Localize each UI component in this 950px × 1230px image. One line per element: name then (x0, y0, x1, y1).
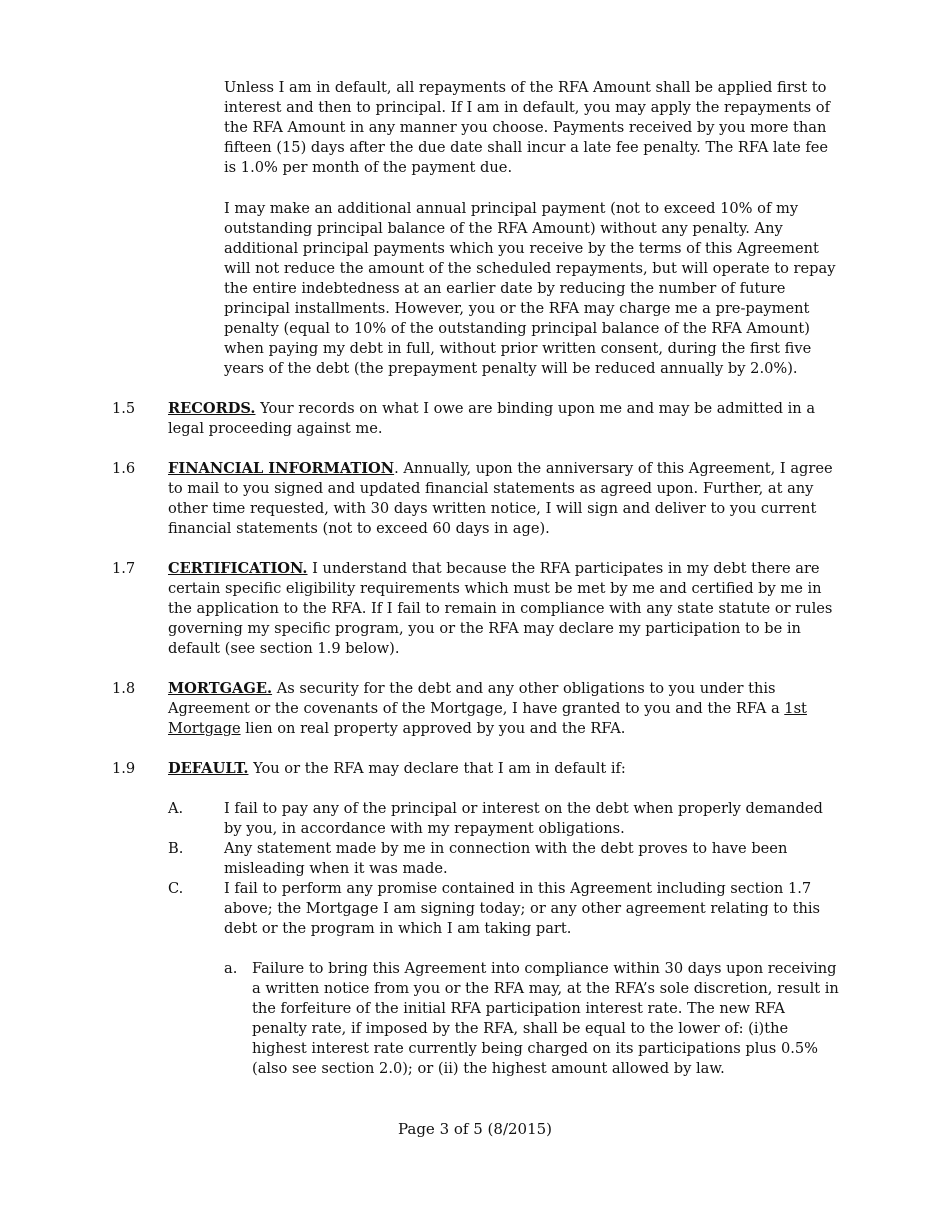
list-item-letter-c: C. (168, 880, 184, 897)
section-1-8-text-end: lien on real property approved by you and the RFA. (240, 720, 626, 737)
section-1-5-records (168, 399, 844, 439)
list-item-c: I fail to perform any promise contained in this Agreement including section 1.7 above; the Mortgage I am signing today; or any other agreement relating to this debt or the program in which I am taking part. (224, 880, 821, 937)
section-1-6-financial-information (168, 459, 844, 539)
section-number-1-6: 1.6 (112, 460, 136, 477)
list-item-letter-b: B. (168, 840, 184, 857)
section-1-7-certification (168, 559, 844, 659)
sub-item-a: Failure to bring this Agreement into compliance within 30 days upon receiving a written notice from you or the RFA may, at the RFA’s sole discretion, result in the forfeiture of the initial RFA participation interest rate. The new RFA penalty rate, if imposed by the RFA, shall be equal to the lower of: (i)the highest interest rate currently being charged on its participations plus 0.5% (also see section 2.0); or (ii) the highest amount allowed by law. (252, 960, 839, 1077)
list-item-letter-a: A. (168, 800, 184, 817)
sub-item-letter-a: a. (224, 960, 238, 977)
list-item-b: Any statement made by me in connection with the debt proves to have been misleading when it was made. (224, 840, 788, 877)
section-1-7-text: I understand that because the RFA participates in my debt there are certain specific eligibility requirements which must be met by me and certified by me in the application to the RFA. If I fail to remain in compliance with any state statute or rules governing my specific program, you or the RFA may declare my participation to be in default (see section 1.9 below). (168, 560, 833, 657)
section-1-8-text: As security for the debt and any other obligations to you under this Agreement or the covenants of the Mortgage, I have granted to you and the RFA a (168, 680, 785, 717)
first-mortgage-underlined: 1st Mortgage (168, 700, 807, 737)
section-title-certification: CERTIFICATION. (168, 560, 308, 577)
list-item-a: I fail to pay any of the principal or interest on the debt when properly demanded by you, in accordance with my repayment obligations. (224, 800, 823, 837)
section-title-mortgage: MORTGAGE. (168, 680, 273, 697)
section-1-9-default (168, 759, 844, 779)
section-title-default: DEFAULT. (168, 760, 249, 777)
section-title-financial-information: FINANCIAL INFORMATION (168, 460, 395, 477)
section-1-8-mortgage (168, 679, 844, 739)
section-number-1-8: 1.8 (112, 680, 136, 697)
page-number-footer: Page 3 of 5 (8/2015) (397, 1120, 553, 1138)
section-number-1-9: 1.9 (112, 760, 136, 777)
section-1-6-text: . Annually, upon the anniversary of this Agreement, I agree to mail to you signed and updated financial statements as agreed upon. Further, at any other time requested, with 30 days written notice, I will sign and deliver to you current financial statements (not to exceed 60 days in age). (168, 460, 833, 537)
section-number-1-7: 1.7 (112, 560, 136, 577)
section-number-1-5: 1.5 (112, 400, 136, 417)
section-title-records: RECORDS. (168, 400, 256, 417)
repayment-paragraph: Unless I am in default, all repayments of the RFA Amount shall be applied first to interest and then to principal. If I am in default, you may apply the repayments of the RFA Amount in any manner you choose. Payments received by you more than fifteen (15) days after the due date shall incur a late fee penalty. The RFA late fee is 1.0% per month of the payment due. (224, 79, 830, 176)
section-1-9-text: You or the RFA may declare that I am in default if: (248, 760, 626, 777)
prepayment-paragraph: I may make an additional annual principal payment (not to exceed 10% of my outstanding principal balance of the RFA Amount) without any penalty. Any additional principal payments which you receive by the terms of this Agreement will not reduce the amount of the scheduled repayments, but will operate to repay the entire indebtedness at an earlier date by reducing the number of future principal installments. However, you or the RFA may charge me a pre-payment penalty (equal to 10% of the outstanding principal balance of the RFA Amount) when paying my debt in full, without prior written consent, during the first five years of the debt (the prepayment penalty will be reduced annually by 2.0%). (224, 200, 836, 377)
section-1-5-text: Your records on what I owe are binding upon me and may be admitted in a legal proceeding against me. (168, 400, 816, 437)
